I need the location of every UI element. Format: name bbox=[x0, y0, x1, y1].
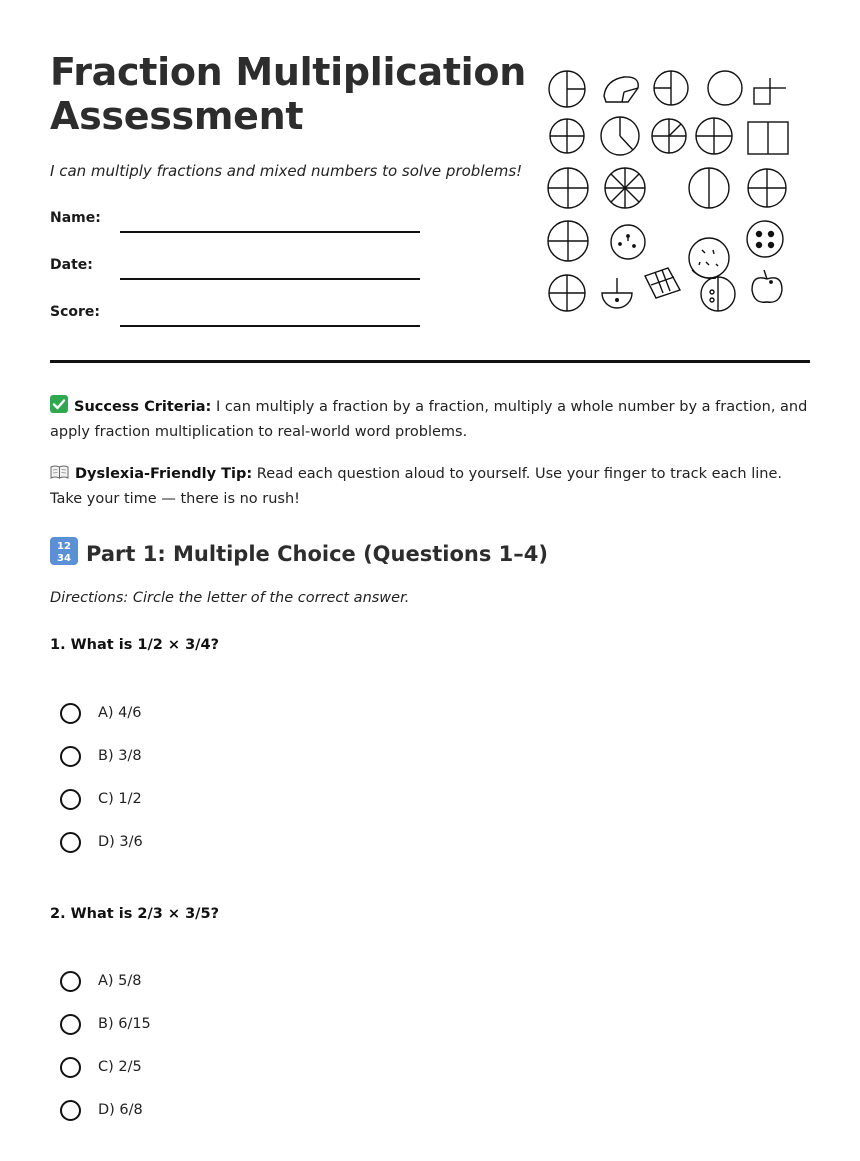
fraction-shapes-illustration bbox=[540, 62, 795, 322]
radio-circle[interactable] bbox=[60, 1014, 81, 1035]
circle-vertical-half-icon bbox=[689, 168, 729, 208]
q1-option-a[interactable] bbox=[60, 703, 260, 729]
header-divider bbox=[50, 360, 810, 363]
subtitle: I can multiply fractions and mixed numbers to solve problems! bbox=[50, 162, 523, 180]
tip-label: Dyslexia-Friendly Tip: bbox=[75, 466, 253, 482]
orange-half-icon bbox=[701, 277, 735, 311]
title-line-1: Fraction Multiplication bbox=[50, 50, 526, 94]
circle-sixths-icon bbox=[605, 168, 645, 208]
q1-option-c[interactable] bbox=[60, 789, 260, 815]
radio-circle[interactable] bbox=[60, 1057, 81, 1078]
question-2: 2. What is 2/3 × 3/5? bbox=[50, 906, 219, 922]
radio-circle[interactable] bbox=[60, 832, 81, 853]
date-field[interactable] bbox=[50, 249, 420, 279]
cookie-four-dots-icon bbox=[747, 221, 783, 257]
name-label: Name: bbox=[50, 210, 101, 226]
circle-quarters-icon bbox=[549, 71, 585, 107]
radio-circle[interactable] bbox=[60, 703, 81, 724]
option-label: C) 1/2 bbox=[98, 791, 142, 807]
score-line[interactable] bbox=[120, 325, 420, 327]
part1-title bbox=[50, 537, 548, 566]
numbers-keycap-icon bbox=[50, 537, 78, 565]
svg-text:34: 34 bbox=[57, 553, 71, 564]
check-mark-icon bbox=[50, 395, 68, 413]
option-label: B) 6/15 bbox=[98, 1016, 151, 1032]
score-label: Score: bbox=[50, 304, 100, 320]
q2-option-d[interactable] bbox=[60, 1100, 260, 1126]
circle-quarter-grid-icon bbox=[548, 168, 588, 208]
q2-option-b[interactable] bbox=[60, 1014, 260, 1040]
option-label: C) 2/5 bbox=[98, 1059, 142, 1075]
radio-circle[interactable] bbox=[60, 971, 81, 992]
cookie-dots-icon bbox=[611, 225, 645, 259]
circle-halves-icon bbox=[654, 71, 688, 105]
circle-eighths-icon bbox=[652, 119, 686, 153]
circle-grid-bottom-icon bbox=[549, 275, 585, 311]
success-criteria bbox=[50, 395, 810, 445]
name-line[interactable] bbox=[120, 231, 420, 233]
option-label: A) 4/6 bbox=[98, 705, 142, 721]
pie-sprinkles-icon bbox=[689, 238, 729, 278]
q1-option-d[interactable] bbox=[60, 832, 260, 858]
circle-fourths-icon bbox=[550, 119, 584, 153]
page-title bbox=[50, 50, 550, 138]
circle-grid-icon bbox=[548, 221, 588, 261]
q2-option-c[interactable] bbox=[60, 1057, 260, 1083]
wedge-shape-icon bbox=[604, 77, 638, 102]
radio-circle[interactable] bbox=[60, 1100, 81, 1121]
part1-directions: Directions: Circle the letter of the correct answer. bbox=[50, 590, 410, 606]
q1-option-b[interactable] bbox=[60, 746, 260, 772]
dyslexia-tip bbox=[50, 462, 810, 512]
question-1: 1. What is 1/2 × 3/4? bbox=[50, 637, 219, 653]
open-book-icon bbox=[50, 464, 69, 480]
option-label: D) 6/8 bbox=[98, 1102, 143, 1118]
circle-whole-icon bbox=[708, 71, 742, 105]
svg-text:12: 12 bbox=[57, 541, 71, 552]
title-line-2: Assessment bbox=[50, 94, 304, 138]
option-label: D) 3/6 bbox=[98, 834, 143, 850]
success-criteria-text: I can multiply a fraction by a fraction, multiply a whole number by a fraction, and apply fraction multiplication to real-world word problems. bbox=[50, 399, 808, 440]
score-field[interactable] bbox=[50, 296, 420, 326]
circle-four-parts-icon bbox=[748, 169, 786, 207]
date-label: Date: bbox=[50, 257, 93, 273]
chocolate-bar-icon bbox=[645, 268, 680, 298]
q2-option-a[interactable] bbox=[60, 971, 260, 997]
tip-text: Read each question aloud to yourself. Use your finger to track each line. Take your time — there is no rush! bbox=[50, 466, 782, 507]
option-label: B) 3/8 bbox=[98, 748, 142, 764]
rectangle-halves-icon bbox=[748, 122, 788, 154]
radio-circle[interactable] bbox=[60, 789, 81, 810]
apple-icon bbox=[752, 270, 782, 302]
header bbox=[50, 50, 550, 320]
name-field[interactable] bbox=[50, 202, 420, 232]
option-label: A) 5/8 bbox=[98, 973, 142, 989]
half-circle-icon bbox=[602, 278, 632, 308]
circle-slice-icon bbox=[601, 117, 639, 155]
part1-title-text: Part 1: Multiple Choice (Questions 1–4) bbox=[86, 542, 548, 566]
circle-cross-icon bbox=[696, 118, 732, 154]
date-line[interactable] bbox=[120, 278, 420, 280]
success-criteria-label: Success Criteria: bbox=[74, 399, 212, 415]
square-corner-icon bbox=[754, 78, 786, 104]
radio-circle[interactable] bbox=[60, 746, 81, 767]
